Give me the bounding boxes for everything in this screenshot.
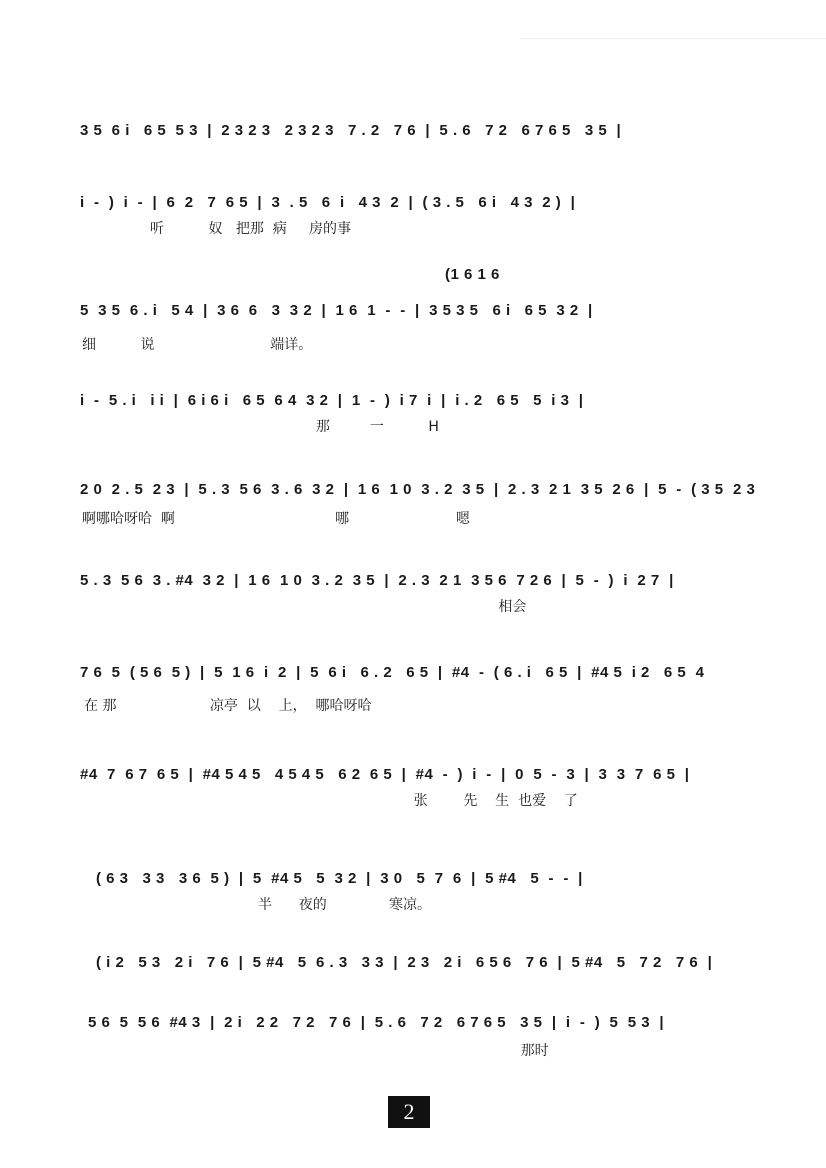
system-11-notes: 5 6 5 5 6 #4 3 | 2 i 2 2 7 2 7 6 | 5 . 6 7 2 6 7 6 5 3 5 | i - ) 5 5 3 | [88, 1014, 665, 1031]
system-4-notes: i - 5 . i i i | 6 i 6 i 6 5 6 4 3 2 | 1 - ) i 7 i | i . 2 6 5 5 i 3 | [80, 392, 584, 409]
system-6-notes: 5 . 3 5 6 3 . #4 3 2 | 1 6 1 0 3 . 2 3 5 | 2 . 3 2 1 3 5 6 7 2 6 | 5 - ) i 2 7 | [80, 572, 674, 589]
system-8-lyrics: 张 先 生 也爱 了 [80, 793, 578, 809]
system-7-notes: 7 6 5 ( 5 6 5 ) | 5 1 6 i 2 | 5 6 i 6 . 2 6 5 | #4 - ( 6 . i 6 5 | #4 5 i 2 6 5 4 [80, 664, 705, 681]
system-11-lyrics: 那时 [80, 1043, 549, 1059]
system-10-notes: ( i 2 5 3 2 i 7 6 | 5 #4 5 6 . 3 3 3 | 2 3 2 i 6 5 6 7 6 | 5 #4 5 7 2 7 6 | [96, 954, 713, 971]
page-number: 2 [388, 1096, 430, 1128]
system-2-lyrics: 听 奴 把那 病 房的事 [150, 221, 352, 237]
scan-edge [520, 0, 826, 39]
system-7-lyrics: 在 那 凉亭 以 上， 哪哈呀哈 [84, 698, 372, 714]
system-8-notes: #4 7 6 7 6 5 | #4 5 4 5 4 5 4 5 6 2 6 5 | #4 - ) i - | 0 5 - 3 | 3 3 7 6 5 | [80, 766, 690, 783]
system-3-lyrics: 细 说 端详。 [82, 337, 313, 353]
system-9-notes: ( 6 3 3 3 3 6 5 ) | 5 #4 5 5 3 2 | 3 0 5 7 6 | 5 #4 5 - - | [96, 870, 583, 887]
system-2-notes: i - ) i - | 6 2 7 6 5 | 3 . 5 6 i 4 3 2 | ( 3 . 5 6 i 4 3 2 ) | [80, 194, 576, 211]
system-1-notes: 3 5 6 i 6 5 5 3 | 2 3 2 3 2 3 2 3 7 . 2 7 6 | 5 . 6 7 2 6 7 6 5 3 5 | [80, 122, 622, 139]
system-9-lyrics: 半 夜的 寒凉。 [80, 897, 432, 913]
system-6-lyrics: 相会 [80, 599, 527, 615]
system-5-notes: 2 0 2 . 5 2 3 | 5 . 3 5 6 3 . 6 3 2 | 1 6 1 0 3 . 2 3 5 | 2 . 3 2 1 3 5 2 6 | 5 - ( 3 5 2 3 [80, 481, 756, 498]
system-4-lyrics: 那 一 H [80, 419, 439, 435]
interlude-mark: (1 6 1 6 [445, 266, 500, 283]
system-3-notes: 5 3 5 6 . i 5 4 | 3 6 6 3 3 2 | 1 6 1 - - | 3 5 3 5 6 i 6 5 3 2 | [80, 302, 593, 319]
system-5-lyrics: 啊哪哈呀哈 啊 哪 嗯 [82, 511, 470, 527]
